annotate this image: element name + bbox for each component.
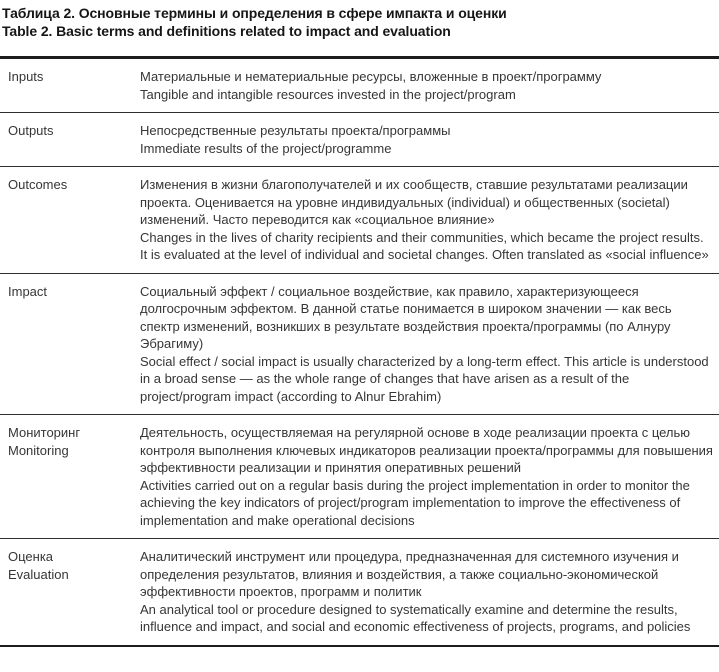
definition-en: Changes in the lives of charity recipients and their communities, which became the project results. It is evaluated at the level of individual and societal changes. Often translated as «social influence» [140,229,709,262]
definition-cell [140,122,713,157]
definition-ru: Аналитический инструмент или процедура, предназначенная для системного изучения и определения результатов, влияния и воздействия, а также социально-экономической эффективности проектов, программ и политик [140,549,679,599]
term-cell [8,176,140,264]
table-row [0,167,719,274]
definition-ru: Деятельность, осуществляемая на регулярной основе в ходе реализации проекта с целью контроля выполнения ключевых индикаторов реализации проекта/программы для повышения эффективности реализации и принятия оперативных решений [140,425,713,475]
definition-en: Activities carried out on a regular basis during the project implementation in order to monitor the achieving the key indicators of project/program implementation to improve the effectiveness of implementation and make operational decisions [140,477,690,528]
term-cell [8,424,140,529]
table-caption [2,4,719,40]
table-title-en: Table 2. Basic terms and definitions related to impact and evaluation [2,23,451,39]
definition-ru: Материальные и нематериальные ресурсы, вложенные в проект/программу [140,69,602,84]
table-row [0,539,719,645]
table-title-ru: Таблица 2. Основные термины и определения в сфере импакта и оценки [2,5,507,21]
term-cell [8,122,140,157]
definition-cell [140,424,713,529]
definition-en: Tangible and intangible resources invested in the project/program [140,86,516,102]
table-row [0,415,719,539]
term-line: Inputs [8,69,44,84]
definition-cell [140,283,713,406]
term-cell [8,548,140,636]
term-line: Evaluation [8,566,69,582]
definition-ru: Изменения в жизни благополучателей и их сообществ, ставшие результатами реализации проекта. Оценивается на уровне индивидуальных (individual) и общественных (societal) изменений. Часто переводится как «социальное влияние» [140,177,688,227]
term-line: Мониторинг [8,425,81,440]
term-line: Outputs [8,123,54,138]
definition-en: Social effect / social impact is usually characterized by a long-term effect. This article is understood in a broad sense — as the whole range of changes that have arisen as a result of the project/program impact (according to Alnur Ebrahim) [140,353,709,404]
term-line: Impact [8,283,48,299]
definition-cell [140,68,713,103]
definition-en: An analytical tool or procedure designed to systematically examine and determine the results, influence and impact, and social and economic effectiveness of projects, programs, and policies [140,601,691,634]
definition-en: Immediate results of the project/programme [140,140,392,156]
table-row [0,59,719,113]
term-line: Оценка [8,549,54,564]
terms-table [0,56,719,647]
term-line: Monitoring [8,442,69,458]
term-cell [8,283,140,406]
definition-cell [140,176,713,264]
definition-ru: Непосредственные результаты проекта/программы [140,123,451,138]
definition-cell [140,548,713,636]
definition-ru: Социальный эффект / социальное воздействие, как правило, характеризующееся долгосрочным эффектом. В данной статье понимается в широком значении — как весь спектр изменений, возникших в результате воздействия проекта/программы (по Алнуру Эбрагиму) [140,283,672,351]
term-line: Outcomes [8,177,68,192]
table-row [0,274,719,416]
table-row [0,113,719,167]
term-cell [8,68,140,103]
terms-table-body [0,59,719,645]
